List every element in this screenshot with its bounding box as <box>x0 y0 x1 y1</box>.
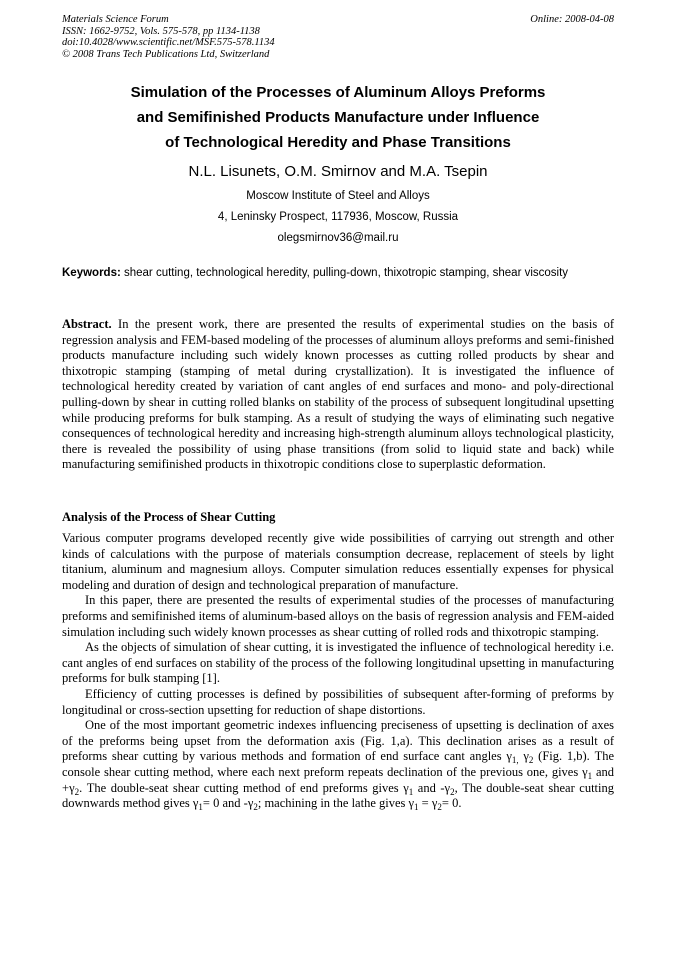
affiliation-institute: Moscow Institute of Steel and Alloys <box>246 190 430 202</box>
copyright-line: © 2008 Trans Tech Publications Ltd, Switzerland <box>62 48 270 60</box>
keywords <box>62 266 614 281</box>
title-line: Simulation of the Processes of Aluminum Alloys Preforms <box>130 84 546 101</box>
section-heading: Analysis of the Process of Shear Cutting <box>62 510 276 524</box>
affiliation-address: 4, Leninsky Prospect, 117936, Moscow, Russia <box>217 211 459 223</box>
abstract-text: In the present work, there are presented the results of experimental studies on the basis of regression analysis and FEM-based modeling of the processes of aluminum alloys preforms and semi-finished products manufacture including such widely known processes as cutting rolled products by shear and thixotropic stamping (stamping of metal during crystallization). It is investigated the influence of technological heredity created by variation of cant angles of end surfaces and mono- and poly-directional pulling-down by shear in cutting rolled blanks on stability of the process of subsequent longitudinal upsetting while producing preforms for bulk stamping. As a result of studying the ways of eliminating such negative consequences of technological heredity and increasing high-strength aluminum alloys technological plasticity, there is revealed the possibility of using phase transitions (from solid to liquid state and back) while manufacturing semifinished products in thixotropic conditions close to superplastic deformation. <box>62 317 615 472</box>
issn-line: ISSN: 1662-9752, Vols. 575-578, pp 1134-1138 <box>62 25 260 37</box>
abstract <box>62 317 614 473</box>
online-date: Online: 2008-04-08 <box>530 14 614 25</box>
keywords-label: Keywords: <box>62 267 121 279</box>
author-list: N.L. Lisunets, O.M. Smirnov and M.A. Tsepin <box>188 163 488 180</box>
keywords-text: shear cutting, technological heredity, pulling-down, thixotropic stamping, shear viscosity <box>124 267 569 279</box>
body-paragraph: One of the most important geometric indexes influencing preciseness of upsetting is declination of axes of the preforms being upset from the deformation axis (Fig. 1,a). This declination arises as a result of preforms shear cutting by various methods and formation of end surface cant angles $\gamma_{1,}$ $\gamma_2$ (Fig. 1,b). The console shear cutting method, where each next preform repeats declination of the previous one, gives $\gamma_1$ and $+\gamma_2$. The double-seat shear cutting method of end preforms gives $\gamma_1$ and $-\gamma_2$, The double-seat shear cutting downwards method gives $\gamma_1= 0$ and $-\gamma_2$; machining in the lathe gives $\gamma_1 = \gamma_2= 0$. <box>62 718 614 813</box>
title-line: of Technological Heredity and Phase Transitions <box>165 134 511 151</box>
doi-line: doi:10.4028/www.scientific.net/MSF.575-578.1134 <box>62 37 275 48</box>
body-paragraph: In this paper, there are presented the results of experimental studies of the processes of manufacturing preforms and semifinished items of aluminum-based alloys on the basis of regression analysis and FEM-aided simulation including such widely known processes as shear cutting of rolled rods and thixotropic stamping. <box>62 593 614 639</box>
body-paragraph: Efficiency of cutting processes is defined by possibilities of subsequent after-forming of preforms by longitudinal or cross-section upsetting for reduction of shape distortions. <box>62 686 614 717</box>
body-paragraph: Various computer programs developed recently give wide possibilities of carrying out strength and other kinds of calculations with the purpose of materials consumption decrease, replacement of steels by light titanium, aluminum and magnesium alloys. Computer simulation reduces essentially expenses for physical modeling and duration of design and technological preparation of manufacture. <box>62 531 614 592</box>
abstract-label: Abstract. <box>62 317 112 331</box>
paper-title <box>62 80 614 155</box>
title-line: and Semifinished Products Manufacture under Influence <box>136 109 540 126</box>
affiliation-email: olegsmirnov36@mail.ru <box>277 232 399 244</box>
body-paragraph: As the objects of simulation of shear cutting, it is investigated the influence of technological heredity i.e. cant angles of end surfaces on stability of the process of the following longitudinal upsetting in manufacturing preforms for bulk stamping [1]. <box>62 640 614 686</box>
journal-name: Materials Science Forum <box>62 14 169 25</box>
section-body <box>62 531 614 812</box>
journal-header <box>62 14 422 60</box>
